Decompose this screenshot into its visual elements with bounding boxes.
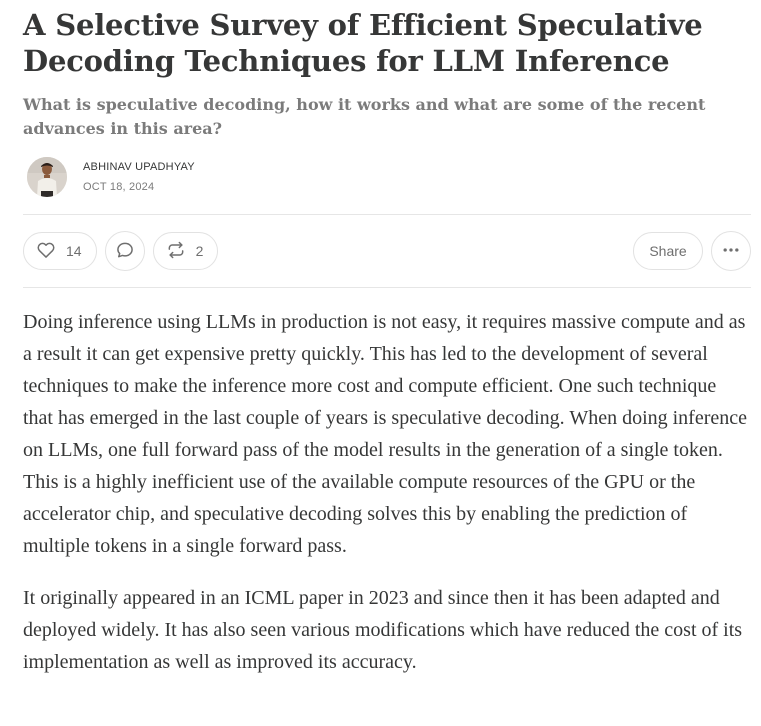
like-button[interactable] (23, 232, 97, 270)
body-paragraph: Doing inference using LLMs in production is not easy, it requires massive compute and as a result it can get expensive pretty quickly. This has led to the development of several techniques to make the inference more cost and compute efficient. One such technique that has emerged in the last couple of years is speculative decoding. When doing inference on LLMs, one full forward pass of the model results in the generation of a single token. This is a highly inefficient use of the available compute resources of the GPU or the accelerator chip, and speculative decoding solves this by enabling the prediction of multiple tokens in a single forward pass. (23, 311, 748, 557)
author-avatar[interactable] (27, 157, 67, 197)
restack-count: 2 (195, 243, 204, 259)
divider-bottom (23, 287, 751, 288)
post-title: A Selective Survey of Efficient Speculative Decoding Techniques for LLM Inference (23, 8, 703, 78)
byline (23, 155, 751, 199)
more-options-button[interactable] (711, 231, 751, 271)
body-paragraph: It originally appeared in an ICML paper in 2023 and since then it has been adapted and deployed widely. It has also seen various modifications which have reduced the cost of its implementation as well as improved its accuracy. (23, 587, 743, 673)
more-dots-icon (721, 240, 741, 263)
post-body (23, 306, 751, 678)
comment-button[interactable] (105, 231, 145, 271)
heart-icon (36, 240, 56, 263)
restack-icon (166, 240, 186, 263)
post-actions-left (23, 231, 226, 271)
post-actions-bar (23, 215, 751, 287)
restack-button[interactable] (153, 232, 219, 270)
author-name[interactable]: ABHINAV UPADHYAY (83, 161, 195, 173)
post-actions-right (633, 231, 751, 271)
share-label: Share (649, 243, 687, 259)
comment-bubble-icon (115, 240, 135, 263)
post-container (23, 0, 751, 698)
byline-text (83, 159, 195, 195)
post-subtitle: What is speculative decoding, how it works and what are some of the recent advances in this area? (23, 95, 706, 138)
like-count: 14 (66, 243, 82, 259)
share-button[interactable] (633, 232, 703, 270)
post-date: OCT 18, 2024 (83, 181, 155, 193)
